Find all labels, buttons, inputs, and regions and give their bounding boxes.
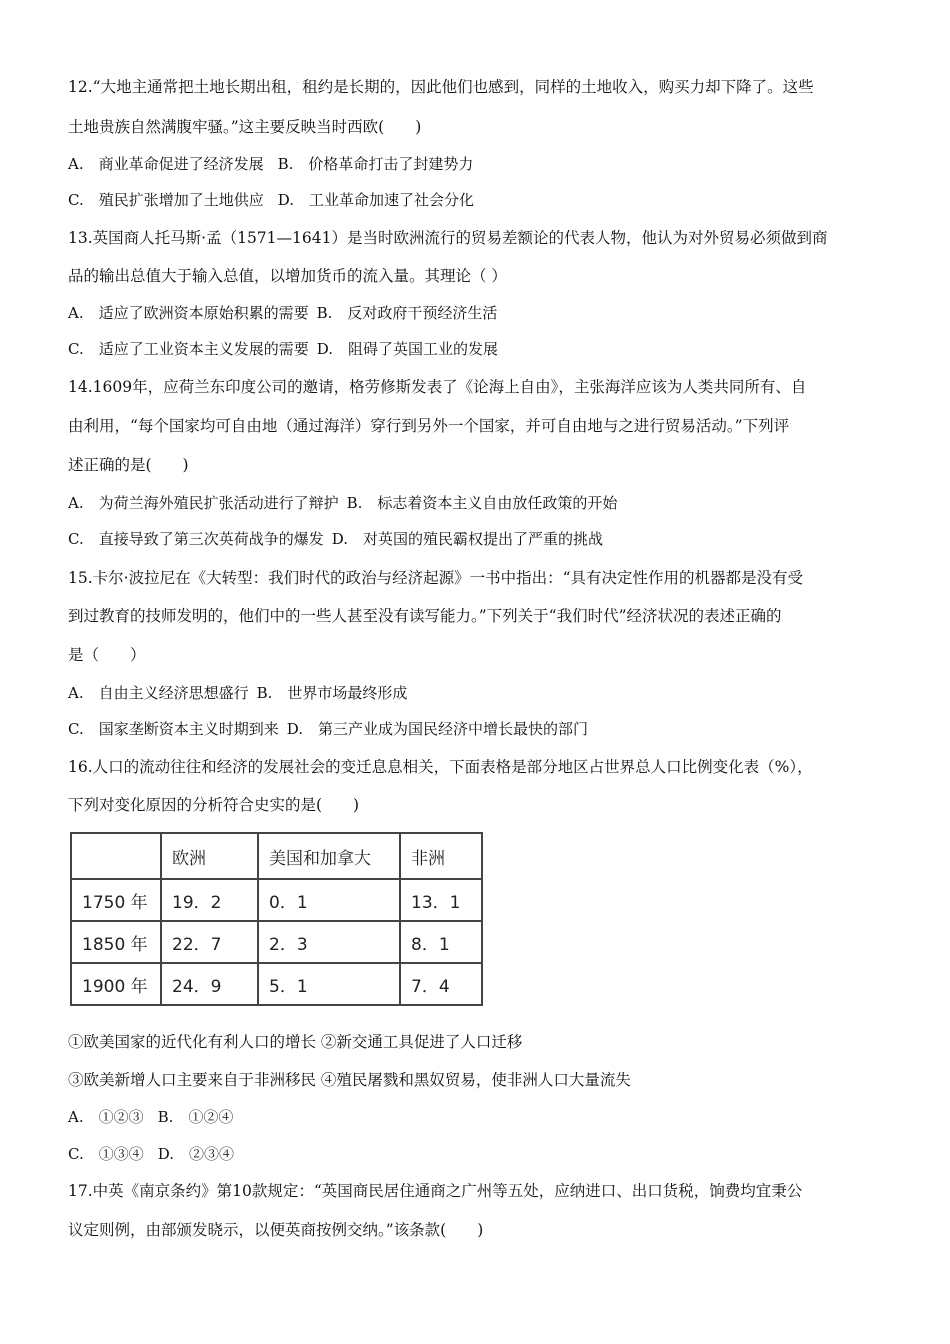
- q13-options-cd: [68, 338, 888, 360]
- table-cell-year: 1850 年: [71, 921, 161, 963]
- table-cell: 7．4: [400, 963, 482, 1005]
- q16-item-line2: ③欧美新增人口主要来自于非洲移民 ④殖民屠戮和黑奴贸易，使非洲人口大量流失: [68, 1071, 631, 1089]
- q16-stem-line2: 下列对变化原因的分析符合史实的是( ): [68, 796, 360, 814]
- table-cell: 8．1: [400, 921, 482, 963]
- table-cell: 2．3: [258, 921, 400, 963]
- table-header-row: [71, 833, 482, 879]
- q12-stem-line2: 土地贵族自然满腹牢骚。”这主要反映当时西欧( ): [68, 118, 422, 136]
- table-header-cell: [71, 833, 161, 879]
- table-row: [71, 879, 482, 921]
- q14-option-b: B. 标志着资本主义自由放任政策的开始: [346, 494, 618, 512]
- q16-option-c: C. ①③④: [68, 1145, 144, 1163]
- table-header-cell: 非洲: [400, 833, 482, 879]
- q16-option-d: D. ②③④: [157, 1145, 234, 1163]
- q16-option-b: B. ①②④: [157, 1108, 234, 1126]
- q17-stem-line2: 议定则例，由部颁发晓示，以便英商按例交纳。”该条款( ): [68, 1221, 484, 1239]
- table-cell: 19．2: [161, 879, 258, 921]
- q12-option-d: D. 工业革命加速了社会分化: [277, 191, 474, 209]
- q12-option-a: A. 商业革命促进了经济发展: [68, 155, 264, 173]
- q13-stem-line1: 13.英国商人托马斯·孟（1571—1641）是当时欧洲流行的贸易差额论的代表人物，他认为对外贸易必须做到商: [68, 229, 828, 247]
- q16-option-a: A. ①②③: [68, 1108, 144, 1126]
- table-cell-year: 1750 年: [71, 879, 161, 921]
- q15-stem-line1: 15.卡尔·波拉尼在《大转型：我们时代的政治与经济起源》一书中指出：“具有决定性作用的机器都是没有受: [68, 569, 804, 587]
- table-row: [71, 921, 482, 963]
- q15-options-cd: [68, 718, 888, 740]
- q13-option-b: B. 反对政府干预经济生活: [316, 304, 498, 322]
- table-cell: 0．1: [258, 879, 400, 921]
- q16-item-line1: ①欧美国家的近代化有利人口的增长 ②新交通工具促进了人口迁移: [68, 1033, 523, 1051]
- q16-options-cd: [68, 1143, 888, 1165]
- q17-stem-line1: 17.中英《南京条约》第10款规定：“英国商民居住通商之广州等五处，应纳进口、出口货税，饷费均宜秉公: [68, 1182, 803, 1200]
- q15-stem-line3: 是（ ）: [68, 646, 146, 664]
- q12-options-ab: [68, 153, 888, 175]
- q13-option-c: C. 适应了工业资本主义发展的需要: [68, 340, 309, 358]
- q15-option-d: D. 第三产业成为国民经济中增长最快的部门: [286, 720, 588, 738]
- table-header-cell: 欧洲: [161, 833, 258, 879]
- q14-option-c: C. 直接导致了第三次英荷战争的爆发: [68, 530, 324, 548]
- population-table: [70, 832, 483, 1006]
- q14-stem-line2: 由利用，“每个国家均可自由地（通过海洋）穿行到另外一个国家，并可自由地与之进行贸易活动。”下列评: [68, 417, 790, 435]
- q12-option-b: B. 价格革命打击了封建势力: [277, 155, 474, 173]
- q13-options-ab: [68, 302, 888, 324]
- q12-stem-line1: 12.“大地主通常把土地长期出租，租约是长期的，因此他们也感到，同样的土地收入，购买力却下降了。这些: [68, 78, 814, 96]
- q14-options-cd: [68, 528, 888, 550]
- q14-option-a: A. 为荷兰海外殖民扩张活动进行了辩护: [68, 494, 339, 512]
- q13-option-d: D. 阻碍了英国工业的发展: [316, 340, 498, 358]
- table-cell: 24．9: [161, 963, 258, 1005]
- q15-option-a: A. 自由主义经济思想盛行: [68, 684, 249, 702]
- q15-option-b: B. 世界市场最终形成: [256, 684, 408, 702]
- table-row: [71, 963, 482, 1005]
- table-cell-year: 1900 年: [71, 963, 161, 1005]
- table-cell: 13．1: [400, 879, 482, 921]
- table-header-cell: 美国和加拿大: [258, 833, 400, 879]
- q14-option-d: D. 对英国的殖民霸权提出了严重的挑战: [331, 530, 603, 548]
- q12-options-cd: [68, 189, 888, 211]
- q14-options-ab: [68, 492, 888, 514]
- q15-option-c: C. 国家垄断资本主义时期到来: [68, 720, 279, 738]
- q13-option-a: A. 适应了欧洲资本原始积累的需要: [68, 304, 309, 322]
- q13-stem-line2: 品的输出总值大于输入总值，以增加货币的流入量。其理论（ ）: [68, 267, 507, 285]
- q15-options-ab: [68, 682, 888, 704]
- q16-options-ab: [68, 1106, 888, 1128]
- table-cell: 5．1: [258, 963, 400, 1005]
- q16-stem-line1: 16.人口的流动往往和经济的发展社会的变迁息息相关，下面表格是部分地区占世界总人口比例变化表（%），: [68, 758, 813, 776]
- q14-stem-line1: 14.1609年，应荷兰东印度公司的邀请，格劳修斯发表了《论海上自由》，主张海洋应该为人类共同所有、自: [68, 378, 807, 396]
- q12-option-c: C. 殖民扩张增加了土地供应: [68, 191, 264, 209]
- q15-stem-line2: 到过教育的技师发明的，他们中的一些人甚至没有读写能力。”下列关于“我们时代”经济状况的表述正确的: [68, 607, 782, 625]
- q14-stem-line3: 述正确的是( ): [68, 456, 189, 474]
- table-cell: 22．7: [161, 921, 258, 963]
